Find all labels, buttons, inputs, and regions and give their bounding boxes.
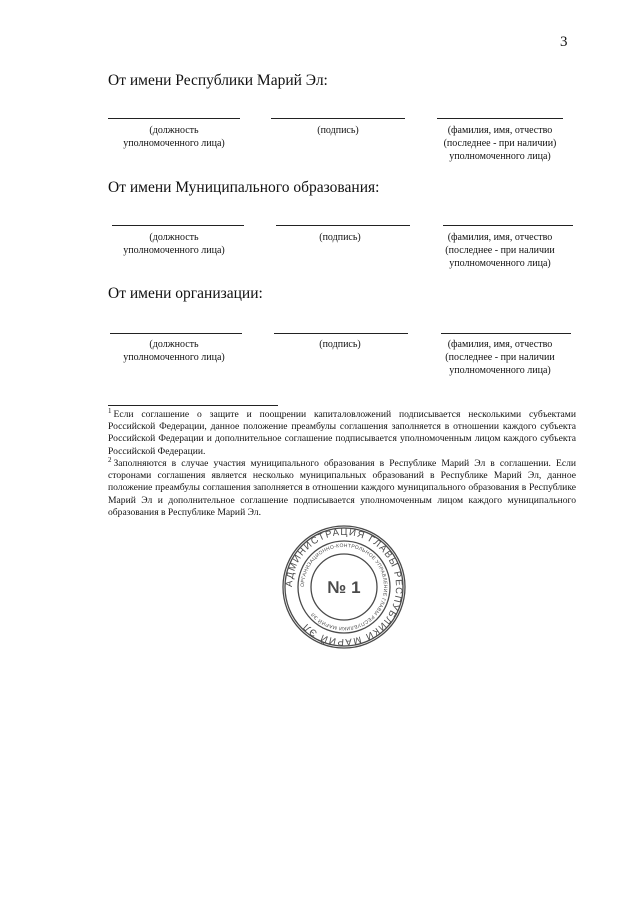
footnote-mark: 2: [108, 455, 112, 464]
footnote-mark: 1: [108, 406, 112, 415]
section-heading-republic: От имени Республики Марий Эл:: [108, 72, 328, 89]
stamp-outer-text: АДМИНИСТРАЦИЯ ГЛАВЫ РЕСПУБЛИКИ МАРИЙ ЭЛ: [283, 526, 405, 648]
name-caption: (фамилия, имя, отчество (последнее - при наличии уполномоченного лица): [445, 339, 555, 376]
name-line: [437, 118, 563, 119]
signature-line: [271, 118, 405, 119]
signature-line: [276, 225, 410, 226]
official-stamp: [281, 524, 407, 650]
page-number: 3: [560, 34, 568, 50]
section-heading-organization: От имени организации:: [108, 285, 263, 302]
name-caption: (фамилия, имя, отчество (последнее - при наличии) уполномоченного лица): [443, 125, 557, 162]
name-line: [441, 333, 571, 334]
footnote-2: [108, 455, 576, 519]
position-line: [110, 333, 242, 334]
position-caption: (должность уполномоченного лица): [123, 125, 225, 149]
footnote-text: Если соглашение о защите и поощрении капиталовложений подписывается несколькими субъектами Российской Федерации, данное положение преамбулы соглашения заполняется в отношении каждого субъекта Российской Федерации и дополнительное соглашение подписывается уполномоченным лицом каждого субъекта Российской Федерации.: [108, 409, 576, 457]
signature-line: [274, 333, 408, 334]
stamp-inner-text: ОРГАНИЗАЦИОННО-КОНТРОЛЬНОЕ УПРАВЛЕНИЕ ГЛАВЫ РЕСПУБЛИКИ МАРИЙ ЭЛ: [299, 542, 389, 632]
signature-caption: (подпись): [317, 125, 359, 136]
footnote-separator: [108, 405, 278, 406]
signature-caption: (подпись): [319, 339, 361, 350]
section-heading-municipality: От имени Муниципального образования:: [108, 179, 380, 196]
name-caption: (фамилия, имя, отчество (последнее - при наличии уполномоченного лица): [445, 232, 555, 269]
position-line: [112, 225, 244, 226]
position-line: [108, 118, 240, 119]
footnote-1: [108, 406, 576, 458]
position-caption: (должность уполномоченного лица): [123, 232, 225, 256]
footnote-text: Заполняются в случае участия муниципального образования в Республике Марий Эл в соглашении. Если сторонами соглашения является несколько муниципальных образований в Республике Марий Эл, данное положение преамбулы соглашения заполняется в отношении каждого муниципального образования в Республике Марий Эл и дополнительное соглашение подписывается уполномоченным лицом каждого муниципального образования в Республике Марий Эл.: [108, 458, 576, 518]
name-line: [443, 225, 573, 226]
stamp-number: № 1: [327, 578, 361, 597]
position-caption: (должность уполномоченного лица): [123, 339, 225, 363]
signature-caption: (подпись): [319, 232, 361, 243]
